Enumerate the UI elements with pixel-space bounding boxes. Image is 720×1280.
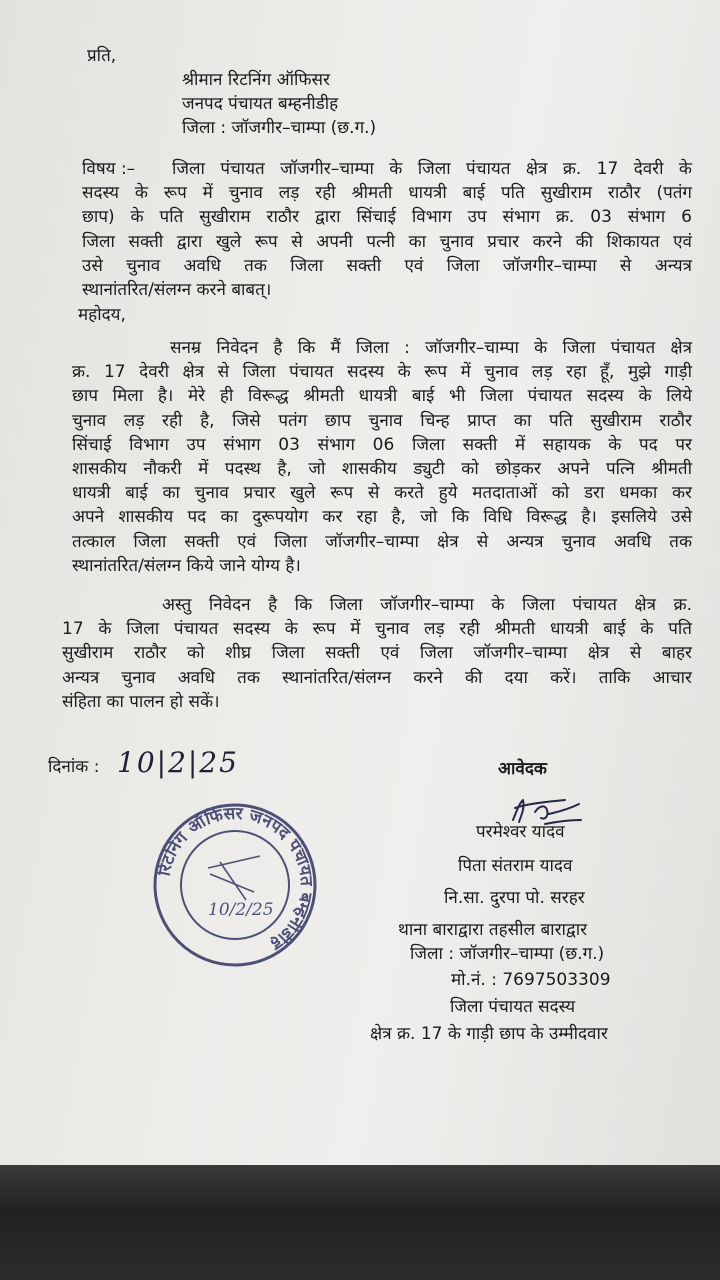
paragraph-line: स्थानांतरित/संलग्न किये जाने योग्य है। bbox=[72, 555, 301, 576]
paragraph-line: क्र. 17 देवरी क्षेत्र से जिला पंचायत सदस्य के रूप में चुनाव लड़ रहा हूँ, मुझे गाड़ी bbox=[72, 362, 692, 383]
stamp-date: 10/2/25 bbox=[208, 900, 274, 920]
subject-line: छाप) के पति सुखीराम राठौर द्वारा सिंचाई विभाग उप संभाग क्र. 03 संभाग 6 bbox=[82, 207, 692, 228]
salutation-to: प्रति, bbox=[87, 46, 117, 66]
applicant-district: जिला : जॉजगीर–चाम्पा (छ.ग.) bbox=[410, 944, 605, 964]
paragraph-line: छाप मिला है। मेरे ही विरूद्ध श्रीमती धायत्री बाई भी जिला पंचायत सदस्य के लिये bbox=[72, 386, 692, 407]
applicant-name: परमेश्वर यादव bbox=[476, 822, 565, 842]
paragraph-line: धायत्री बाई का चुनाव प्रचार खुले रूप से करते हुये मतदाताओं को डरा धमका कर bbox=[72, 483, 692, 504]
subject-line: सदस्य के रूप में चुनाव लड़ रही श्रीमती धायत्री बाई पति सुखीराम राठौर (पतंग bbox=[82, 183, 692, 204]
paragraph-line: अन्यत्र चुनाव अवधि तक स्थानांतरित/संलग्न करने की दया करें। ताकि आचार bbox=[62, 667, 692, 688]
paragraph-line: तत्काल जिला सक्ती एवं जिला जॉजगीर–चाम्पा क्षेत्र से अन्यत्र चुनाव अवधि तक bbox=[72, 531, 692, 552]
applicant-label: आवेदक bbox=[498, 759, 547, 779]
paragraph-line: अपने शासकीय पद का दुरूपयोग कर रहा है, जो कि विधि विरूद्ध है। इसलिये उसे bbox=[72, 507, 692, 528]
page-shadow bbox=[0, 1165, 720, 1280]
applicant-mobile: मो.नं. : 7697503309 bbox=[451, 970, 611, 990]
addressee-line-1: श्रीमान रिटनिंग ऑफिसर bbox=[182, 70, 330, 90]
paragraph-line: अस्तु निवेदन है कि जिला जॉजगीर–चाम्पा के जिला पंचायत क्षेत्र क्र. bbox=[162, 595, 692, 615]
subject-line: जिला पंचायत जॉजगीर–चाम्पा के जिला पंचायत क्षेत्र क्र. 17 देवरी के bbox=[172, 159, 692, 179]
subject-block bbox=[82, 157, 692, 302]
subject-label: विषय :– bbox=[82, 159, 136, 179]
subject-line: उसे चुनाव अवधि तक जिला सक्ती एवं जिला जॉजगीर–चाम्पा से अन्यत्र bbox=[82, 255, 692, 276]
applicant-constituency: क्षेत्र क्र. 17 के गाड़ी छाप के उम्मीदवार bbox=[370, 1024, 608, 1044]
addressee-line-2: जनपद पंचायत बम्हनीडीह bbox=[182, 94, 339, 114]
applicant-designation: जिला पंचायत सदस्य bbox=[450, 997, 576, 1017]
paragraph-2 bbox=[62, 593, 692, 714]
applicant-thana: थाना बाराद्वारा तहसील बाराद्वार bbox=[398, 920, 588, 940]
paragraph-line: संहिता का पालन हो सकें। bbox=[62, 691, 220, 712]
stamp-text: रिटनिंग ऑफिसर जनपद पंचायत बम्हनीडीह bbox=[154, 803, 317, 954]
paragraph-line: चुनाव लड़ रही है, जिसे पतंग छाप चुनाव चिन्ह प्राप्त का पति सुखीराम राठौर bbox=[72, 410, 692, 431]
greeting: महोदय, bbox=[78, 305, 126, 325]
svg-text:रिटनिंग ऑफिसर जनपद पंचायत बम्ह bbox=[153, 804, 316, 954]
paragraph-line: 17 के जिला पंचायत सदस्य के रूप में चुनाव लड़ रही श्रीमती धायत्री बाई के पति bbox=[62, 619, 692, 640]
applicant-village: नि.सा. दुरपा पो. सरहर bbox=[444, 888, 585, 908]
date-label: दिनांक : bbox=[48, 757, 100, 777]
subject-line: स्थानांतरित/संलग्न करने बाबत्। bbox=[82, 280, 272, 301]
received-stamp bbox=[150, 800, 320, 970]
subject-line: जिला सक्ती द्वारा खुले रूप से अपनी पत्नी का चुनाव प्रचार करने की शिकायत एवं bbox=[82, 231, 692, 252]
paragraph-line: सनम्र निवेदन है कि मैं जिला : जॉजगीर–चाम्पा के जिला पंचायत क्षेत्र bbox=[170, 338, 692, 358]
handwritten-date: 10|2|25 bbox=[117, 746, 239, 779]
applicant-father: पिता संतराम यादव bbox=[458, 856, 573, 876]
paragraph-1 bbox=[72, 336, 692, 578]
addressee-line-3: जिला : जॉजगीर–चाम्पा (छ.ग.) bbox=[182, 118, 377, 138]
paragraph-line: सुखीराम राठौर को शीघ्र जिला सक्ती एवं जिला जॉजगीर–चाम्पा क्षेत्र से बाहर bbox=[62, 643, 692, 664]
paragraph-line: शासकीय नौकरी में पदस्थ है, जो शासकीय ड्युटी को छोड़कर अपने पत्नि श्रीमती bbox=[72, 459, 692, 480]
paragraph-line: सिंचाई विभाग उप संभाग 03 संभाग 06 जिला सक्ती में सहायक के पद पर bbox=[72, 434, 692, 455]
